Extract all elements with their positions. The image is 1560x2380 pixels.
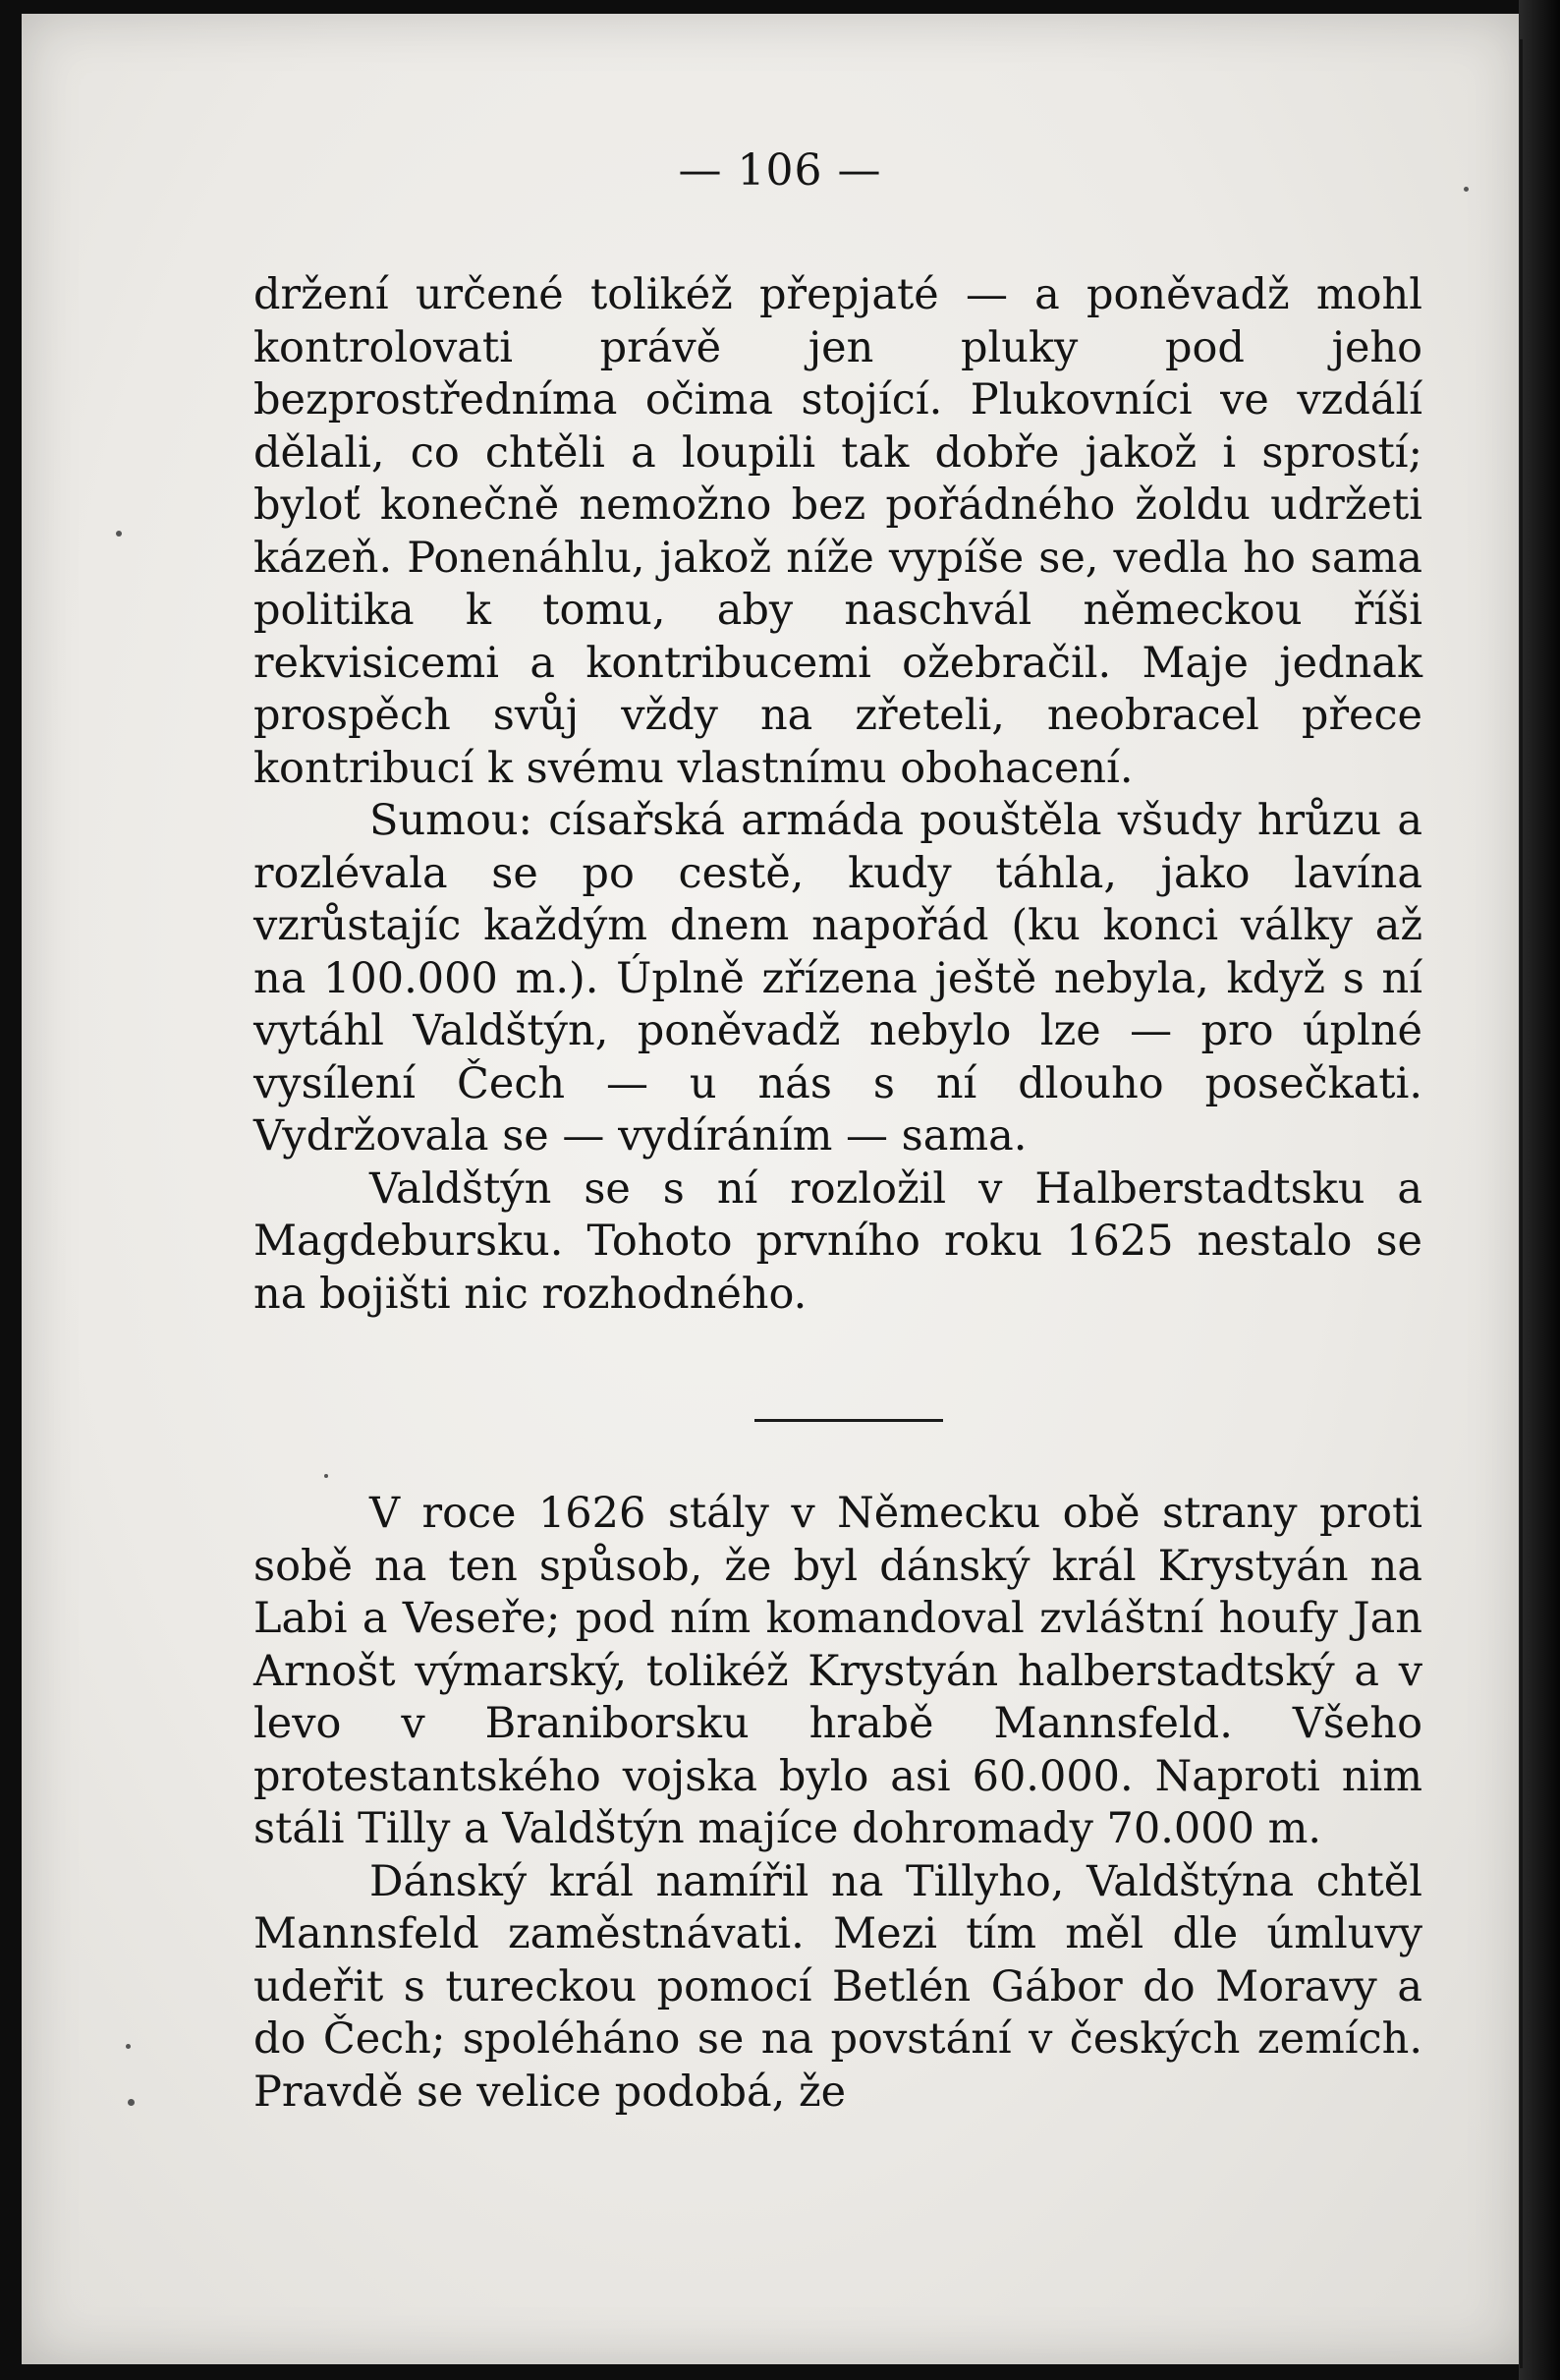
paragraph: Sumou: císařská armáda pouštěla všudy hrůzu a rozlévala se po cestě, kudy táhla, jako lavína vzrůstajíc každým dnem napořád (ku konci války až na 100.000 m.). Úplně zřízena ještě nebyla, když s ní vytáhl Valdštýn, poněvadž nebylo lze — pro úplné vysílení Čech — u nás s ní dlouho posečkati. Vydržovala se — vydíráním — sama. [253, 796, 1422, 1161]
paragraph: V roce 1626 stály v Německu obě strany proti sobě na ten spůsob, že byl dánský král Krystyán na Labi a Veseře; pod ním komandoval zvláštní houfy Jan Arnošt výmarský, tolikéž Krystyán halberstadtský a v levo v Braniborsku hrabě Mannsfeld. Všeho protestantského vojska bylo asi 60.000. Naproti nim stáli Tilly a Valdštýn majíce dohromady 70.000 m. [253, 1489, 1422, 1853]
paragraph: Dánský král namířil na Tillyho, Valdštýna chtěl Mannsfeld zaměstnávati. Mezi tím měl dle úmluvy udeřit s tureckou pomocí Betlén Gábor do Moravy a do Čech; spoléháno se na povstání v českých zemích. Pravdě se velice podobá, že [253, 1856, 1422, 2117]
section-separator-rule [754, 1419, 943, 1422]
scan-speck [324, 1474, 328, 1478]
page-number: — 106 — [678, 145, 882, 196]
page-edge-shadow [1519, 0, 1560, 2380]
scan-speck [126, 2044, 131, 2049]
scan-speck [116, 531, 122, 537]
text-section-2 [253, 1488, 1422, 2119]
binding-edge-line [1520, 39, 1523, 2368]
text-section-1 [253, 269, 1422, 1321]
scan-speck [128, 2099, 135, 2106]
paragraph: držení určené tolikéž přepjaté — a poněvadž mohl kontrolovati právě jen pluky pod jeho bezprostředníma očima stojící. Plukovníci ve vzdálí dělali, co chtěli a loupili tak dobře jakož i sprostí; bylоť konečně nemožno bez pořádného žoldu udržeti kázeň. Ponenáhlu, jakož níže vypíše se, vedla ho sama politika k tomu, aby naschvál německou říši rekvisicemi a kontribucemi ožebračil. Maje jednak prospěch svůj vždy na zřeteli, neobracel přece kontribucí k svému vlastnímu obohacení. [253, 270, 1422, 793]
paragraph: Valdštýn se s ní rozložil v Halberstadtsku a Magdebursku. Tohoto prvního roku 1625 nestalo se na bojišti nic rozhodného. [253, 1163, 1422, 1319]
